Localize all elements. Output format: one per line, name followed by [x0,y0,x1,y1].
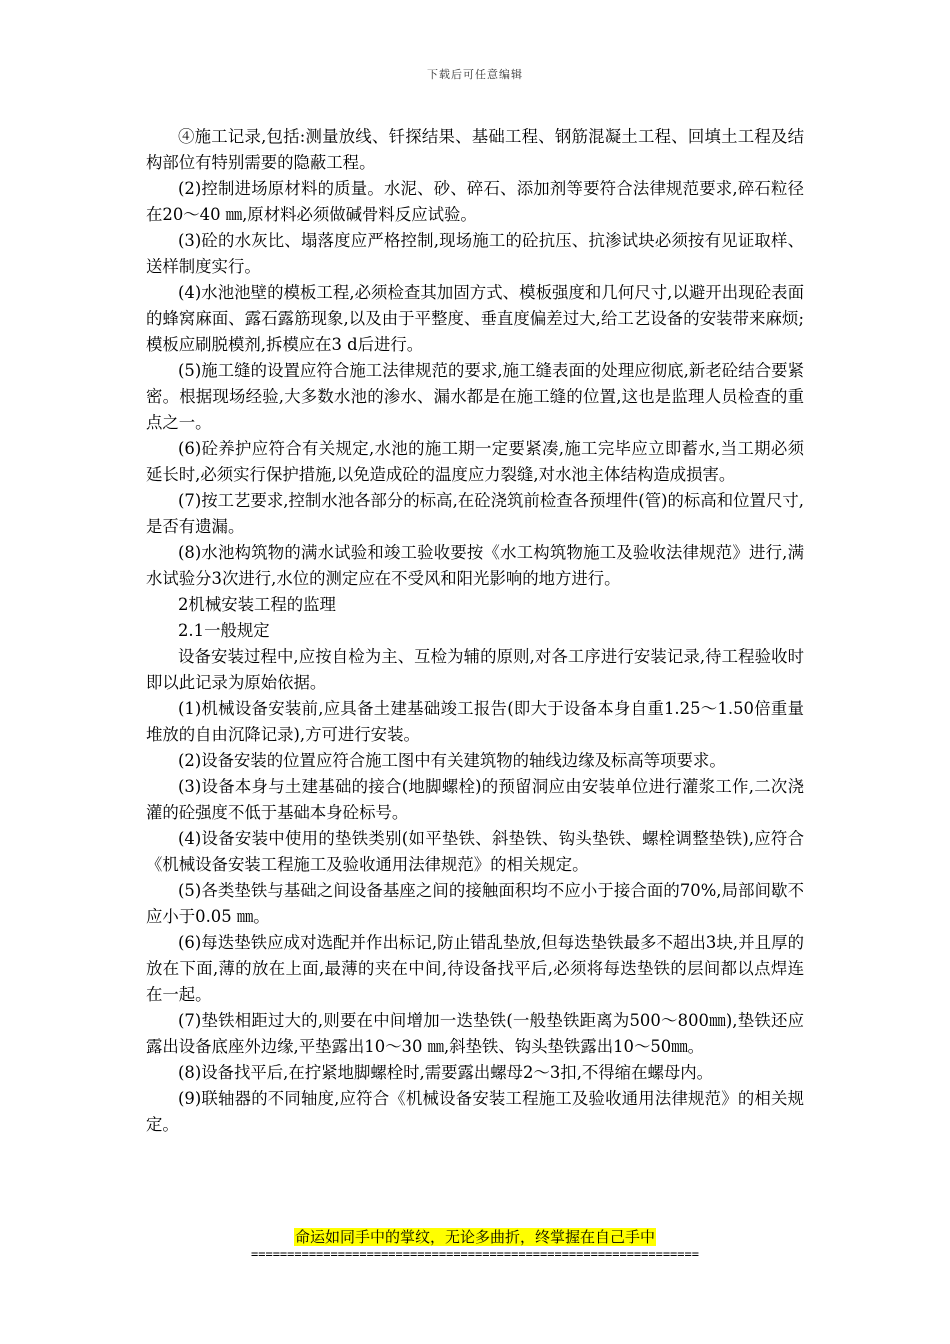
footer-divider: ============================================================== [251,1247,699,1261]
paragraph-item-8: (8)水池构筑物的满水试验和竣工验收要按《水工构筑物施工及验收法律规范》进行,满水试验分3次进行,水位的测定应在不受风和阳光影响的地方进行。 [146,543,804,588]
paragraph-item-4: (4)水池池壁的模板工程,必须检查其加固方式、模板强度和几何尺寸,以避开出现砼表面的蜂窝麻面、露石露筋现象,以及由于平整度、垂直度偏差过大,给工艺设备的安装带来麻烦;模板应刷脱模剂,拆模应在3 d后进行。 [146,283,804,354]
paragraph-item-2: (2)控制进场原材料的质量。水泥、砂、碎石、添加剂等要符合法律规范要求,碎石粒径在20～40 ㎜,原材料必须做碱骨料反应试验。 [146,179,804,224]
paragraph-item-3: (3)砼的水灰比、塌落度应严格控制,现场施工的砼抗压、抗渗试块必须按有见证取样、送样制度实行。 [146,231,804,276]
paragraph-item-15: (4)设备安装中使用的垫铁类别(如平垫铁、斜垫铁、钩头垫铁、螺栓调整垫铁),应符合《机械设备安装工程施工及验收通用法律规范》的相关规定。 [146,829,804,874]
page-header-note: 下载后可任意编辑 [427,68,523,81]
section-heading-2: 2机械安装工程的监理 [178,595,336,614]
paragraph-item-19: (8)设备找平后,在拧紧地脚螺栓时,需要露出螺母2～3扣,不得缩在螺母内。 [178,1063,714,1082]
footer-quote [0,1227,950,1247]
paragraph-item-20: (9)联轴器的不同轴度,应符合《机械设备安装工程施工及验收通用法律规范》的相关规定。 [146,1089,804,1134]
paragraph-item-13: (2)设备安装的位置应符合施工图中有关建筑物的轴线边缘及标高等项要求。 [178,751,726,770]
paragraph-item-11: 设备安装过程中,应按自检为主、互检为辅的原则,对各工序进行安装记录,待工程验收时即以此记录为原始依据。 [146,647,804,692]
subsection-heading-2-1: 2.1一般规定 [178,621,270,640]
document-body [146,124,804,1138]
paragraph-item-7: (7)按工艺要求,控制水池各部分的标高,在砼浇筑前检查各预埋件(管)的标高和位置尺寸,是否有遗漏。 [146,491,804,536]
paragraph-item-12: (1)机械设备安装前,应具备土建基础竣工报告(即大于设备本身自重1.25～1.50倍重量堆放的自由沉降记录),方可进行安装。 [146,699,804,744]
paragraph-item-1: ④施工记录,包括:测量放线、钎探结果、基础工程、钢筋混凝土工程、回填土工程及结构部位有特别需要的隐蔽工程。 [146,127,804,172]
paragraph-item-16: (5)各类垫铁与基础之间设备基座之间的接触面积均不应小于接合面的70%,局部间歇不应小于0.05 ㎜。 [146,881,804,926]
footer-quote-text: 命运如同手中的掌纹，无论多曲折，终掌握在自己手中 [294,1228,655,1246]
paragraph-item-17: (6)每迭垫铁应成对选配并作出标记,防止错乱垫放,但每迭垫铁最多不超出3块,并且厚的放在下面,薄的放在上面,最薄的夹在中间,待设备找平后,必须将每迭垫铁的层间都以点焊连在一起。 [146,933,804,1004]
paragraph-item-18: (7)垫铁相距过大的,则要在中间增加一迭垫铁(一般垫铁距离为500～800㎜),垫铁还应露出设备底座外边缘,平垫露出10～30 ㎜,斜垫铁、钩头垫铁露出10～50㎜。 [146,1011,804,1056]
paragraph-item-14: (3)设备本身与土建基础的接合(地脚螺栓)的预留洞应由安装单位进行灌浆工作,二次浇灌的砼强度不低于基础本身砼标号。 [146,777,804,822]
paragraph-item-6: (6)砼养护应符合有关规定,水池的施工期一定要紧凑,施工完毕应立即蓄水,当工期必须延长时,必须实行保护措施,以免造成砼的温度应力裂缝,对水池主体结构造成损害。 [146,439,804,484]
paragraph-item-5: (5)施工缝的设置应符合施工法律规范的要求,施工缝表面的处理应彻底,新老砼结合要紧密。根据现场经验,大多数水池的渗水、漏水都是在施工缝的位置,这也是监理人员检查的重点之一。 [146,361,804,432]
